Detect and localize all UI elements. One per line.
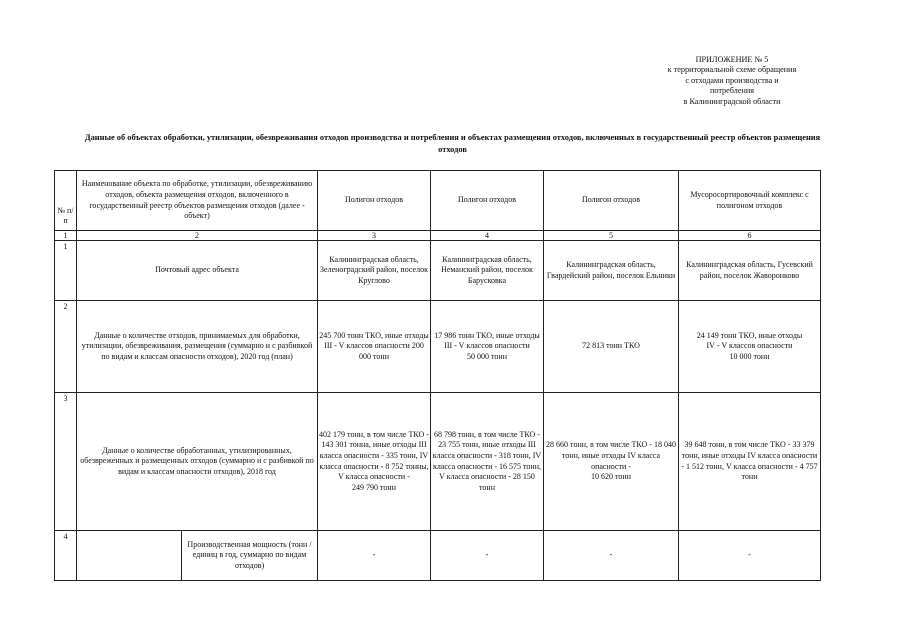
index-row [55, 231, 821, 241]
header-num: № п/п [55, 171, 77, 231]
cell-col3: 402 179 тонн, в том числе ТКО - 143 301 тонна, иные отходы III класса опасности - 335 тонн, IV класса опасности - 8 752 тонны, V класса опасности - 249 790 тонн [318, 393, 431, 531]
row-label: Данные о количестве обработанных, утилизированных, обезвреженных и размещенных отходов (суммарно и с разбивкой по видам и классам опасности отходов), 2018 год [77, 393, 318, 531]
index-cell: 5 [544, 231, 679, 241]
cell-col6: 39 648 тонн, в том числе ТКО - 33 379 тонн, иные отходы IV класса опасности - 1 512 тонн, V класса опасности - 4 757 тонн [679, 393, 821, 531]
cell-col5: Калининградская область, Гвардейский район, поселок Ельники [544, 241, 679, 301]
row-number: 1 [55, 241, 77, 301]
appendix-line: потребления [710, 86, 754, 96]
header-col4: Полигон отходов [431, 171, 544, 231]
cell-col6: - [679, 531, 821, 581]
facilities-table [54, 170, 821, 581]
cell-col6: 24 149 тонн ТКО, иные отходы IV - V классов опасности 10 000 тонн [679, 301, 821, 393]
cell-col5: - [544, 531, 679, 581]
appendix-line: с отходами производства и [685, 75, 779, 85]
table-row [55, 393, 821, 531]
row-number: 2 [55, 301, 77, 393]
header-col5: Полигон отходов [544, 171, 679, 231]
row-label: Данные о количестве отходов, принимаемых для обработки, утилизации, обезвреживания, размещения (суммарно и с разбивкой по видам и классам опасности отходов), 2020 год (план) [77, 301, 318, 393]
cell-col3: - [318, 531, 431, 581]
header-col3: Полигон отходов [318, 171, 431, 231]
cell-col5: 72 813 тонн ТКО [544, 301, 679, 393]
row-number: 3 [55, 393, 77, 531]
table-row [55, 531, 821, 581]
cell-col4: Калининградская область, Неманский район, поселок Барусковка [431, 241, 544, 301]
index-cell: 4 [431, 231, 544, 241]
document-title: Данные об объектах обработки, утилизации, обезвреживания отходов производства и потребления и объектах размещения отходов, включенных в государственный реестр объектов размещения отходов [84, 133, 821, 154]
table-row [55, 241, 821, 301]
cell-col4: 68 798 тонн, в том числе ТКО - 23 755 тонн, иные отходы III класса опасности - 318 тонн, IV класса опасности - 16 575 тонн, V класса опасности - 28 150 тонн [431, 393, 544, 531]
index-cell: 1 [55, 231, 77, 241]
table-row [55, 301, 821, 393]
header-name: Наименование объекта по обработке, утилизации, обезвреживанию отходов, объекта размещения отходов, включенного в государственный реестр объектов размещения отходов (далее - объект) [77, 171, 318, 231]
empty-cell [77, 531, 182, 581]
row-number: 4 [55, 531, 77, 581]
cell-col4: 17 986 тонн ТКО, иные отходы III - V классов опасности 50 000 тонн [431, 301, 544, 393]
appendix-line: к территориальной схеме обращения [667, 65, 797, 75]
appendix-line: в Калининградской области [683, 96, 781, 106]
header-row [55, 171, 821, 231]
row-label: Почтовый адрес объекта [77, 241, 318, 301]
cell-col5: 28 660 тонн, в том числе ТКО - 18 040 тонн, иные отходы IV класса опасности - 10 620 тонн [544, 393, 679, 531]
row-label: Производственная мощность (тонн / единиц в год, суммарно по видам отходов) [182, 531, 318, 581]
cell-col3: Калининградская область, Зеленоградский район, поселок Круглово [318, 241, 431, 301]
appendix-line: ПРИЛОЖЕНИЕ № 5 [695, 55, 769, 64]
header-col6: Мусоросортировочный комплекс с полигоном отходов [679, 171, 821, 231]
cell-col6: Калининградская область, Гусевский район, поселок Жаворонково [679, 241, 821, 301]
appendix-block [652, 55, 812, 107]
index-cell: 2 [77, 231, 318, 241]
index-cell: 3 [318, 231, 431, 241]
cell-col3: 245 700 тонн ТКО, иные отходы III - V классов опасности 200 000 тонн [318, 301, 431, 393]
index-cell: 6 [679, 231, 821, 241]
cell-col4: - [431, 531, 544, 581]
